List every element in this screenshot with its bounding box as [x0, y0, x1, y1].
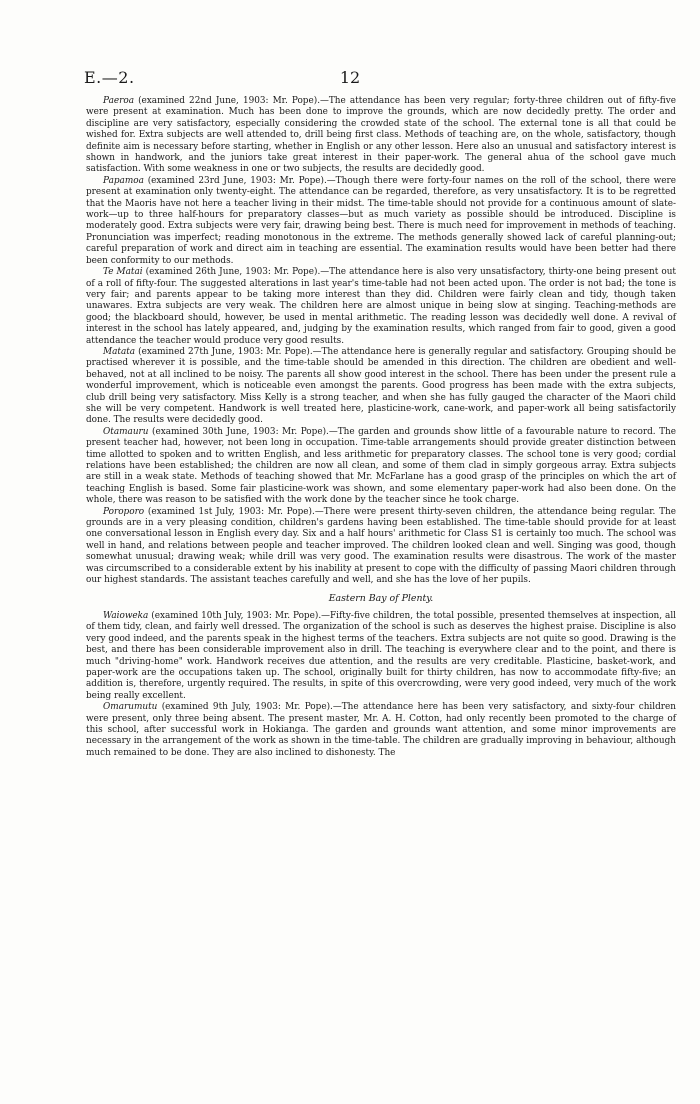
school-name: Omarumutu — [103, 702, 158, 713]
report-text: (examined 10th July, 1903: Mr. Pope).—Fifty-five children, the total possible, presented themselves at inspection, all of them tidy, clean, and fairly well dressed. The organization of the school is such as deserves the highest praise. Discipline is also very good indeed, and the parents speak in the highest terms of the teachers. Extra subjects are not quite so good. Drawing is the best, and there has been considerable improvement also in drill. The teaching is everywhere clear and to the point, and there is much "driving-home" work. Handwork receives due attention, and the results are very creditable. Plasticine, basket-work, and paper-work are the occupations taken up. The school, originally built for thirty children, has now to accommodate fifty-five; an addition is, therefore, urgently required. The results, in spite of this overcrowding, were very good indeed, very much of the work being really excellent. — [86, 610, 676, 701]
school-report-matata — [86, 347, 676, 427]
school-name: Waioweka — [103, 610, 149, 621]
report-text: (examined 23rd June, 1903: Mr. Pope).—Though there were forty-four names on the roll of the school, there were present at examination only twenty-eight. The attendance can be regarded, therefore, as very unsatisfactory. It is to be regretted that the Maoris have not here a teacher living in their midst. The time-table should not provide for a continuous amount of slate-work—up to three half-hours for preparatory classes—but as much variety as possible should be introduced. Discipline is moderately good. Extra subjects were very fair, drawing being best. There is much need for improvement in methods of teaching. Pronunciation was imperfect; reading monotonous in the extreme. The methods generally showed lack of careful planning-out; careful preparation of work and direct aim in teaching are essential. The examination results would have been better had there been conformity to our methods. — [86, 175, 676, 266]
school-name: Papamoa — [103, 175, 144, 186]
school-report-poroporo — [86, 507, 676, 587]
report-text: (examined 1st July, 1903: Mr. Pope).—There were present thirty-seven children, the attendance being regular. The grounds are in a very pleasing condition, children's gardens having been established. The time-table should provide for at least one conversational lesson in English every day. Six and a half hours' arithmetic for Class S1 is certainly too much. The school was well in hand, and relations between people and teacher improved. The children looked clean and well. Singing was good, though somewhat unusual; drawing weak; while drill was very good. The examination results were disastrous. The work of the master was circumscribed to a considerable extent by his inability at present to cope with the difficulty of passing Maori children through our highest standards. The assistant teaches carefully and well, and she has the love of her pupils. — [86, 506, 676, 586]
school-name: Te Matai — [103, 267, 143, 278]
report-text: (examined 26th June, 1903: Mr. Pope).—The attendance here is also very unsatisfactory, thirty-one being present out of a roll of fifty-four. The suggested alterations in last year's time-table had not been acted upon. The order is not bad; the tone is very fair; and parents appear to be taking more interest than they did. Children were fairly clean and tidy, though taken unawares. Extra subjects are very weak. The children here are almost unique in being slow at singing. Teaching-methods are good; the blackboard should, however, be used in mental arithmetic. The reading lesson was decidedly well done. A revival of interest in the school has lately appeared, and, judging by the examination results, which ranged from fair to good, given a good attendance the teacher would produce very good results. — [86, 267, 676, 346]
school-name: Paeroa — [103, 96, 134, 106]
page-number: 12 — [339, 68, 361, 87]
page-header — [84, 68, 616, 88]
school-report-omarumutu — [86, 702, 676, 759]
school-report-otamauru — [86, 427, 676, 507]
school-report-te-matai — [86, 267, 676, 347]
school-name: Matata — [103, 346, 136, 357]
report-text: (examined 9th July, 1903: Mr. Pope).—The attendance here has been very satisfactory, and sixty-four children were present, only three being absent. The present master, Mr. A. H. Cotton, had only recently been promoted to the charge of this school, after successful work in Hokianga. The garden and grounds want attention, and some minor improvements are necessary in the arrangement of the work as shown in the time-table. The children are gradually improving in behaviour, although much remained to be done. They are also inclined to dishonesty. The — [86, 702, 676, 758]
school-report-paeroa — [86, 96, 676, 176]
document-code: E.—2. — [84, 68, 135, 87]
report-text: (examined 27th June, 1903: Mr. Pope).—The attendance here is generally regular and satisfactory. Grouping should be practised wherever it is possible, and the time-table should be amended in this direction. The children are obedient and well-behaved, not at all inclined to be noisy. The parents all show good interest in the school. There has been under the present rule a wonderful improvement, which is noticeable even amongst the parents. Good progress has been made with the extra subjects, club drill being very satisfactory. Miss Kelly is a strong teacher, and when she has fully gauged the character of the Maori child she will be very competent. Handwork is well treated here, plasticine-work, cane-work, and paper-work all being satisfactorily done. The results were decidedly good. — [86, 346, 676, 426]
report-text: (examined 22nd June, 1903: Mr. Pope).—The attendance has been very regular; forty-three children out of fifty-five were present at examination. Much has been done to improve the grounds, which are now decidedly pretty. The order and discipline are very satisfactory, especially considering the crowded state of the school. The external tone is all that could be wished for. Extra subjects are well attended to, drill being first class. Methods of teaching are, on the whole, satisfactory, though definite aim is necessary before starting, whether in English or any other lesson. Here also an unusual and satisfactory interest is shown in handwork, and the juniors take great interest in their paper-work. The general ahua of the school gave much satisfaction. With some weakness in one or two subjects, the results are decidedly good. — [86, 96, 676, 175]
school-report-waioweka — [86, 611, 676, 702]
report-body — [86, 96, 676, 759]
school-name: Otamauru — [103, 426, 149, 437]
section-heading: Eastern Bay of Plenty. — [328, 593, 434, 605]
school-report-papamoa — [86, 176, 676, 267]
report-text: (examined 30th June, 1903: Mr. Pope).—The garden and grounds show little of a favourable nature to record. The present teacher had, however, not been long in occupation. Time-table arrangements should provide greater distinction between time allotted to spoken and to written English, and less arithmetic for preparatory classes. The school tone is very good; cordial relations have been established; the children are now all clean, and some of them clad in simply gorgeous array. Extra subjects are still in a weak state. Methods of teaching showed that Mr. McFarlane has a good grasp of the principles on which the art of teaching English is based. Some fair plasticine-work was shown, and some elementary paper-work had also been done. On the whole, there was reason to be satisfied with the work done by the teacher since he took charge. — [86, 426, 676, 506]
school-name: Poroporo — [103, 506, 145, 517]
